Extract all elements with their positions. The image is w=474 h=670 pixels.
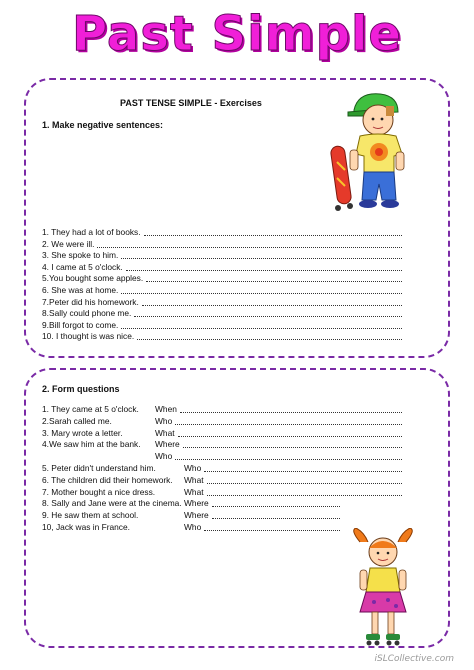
boy-skateboard-illustration (328, 88, 416, 216)
question-word: What (155, 427, 175, 438)
question-sentence-item: 9. He saw them at school. (42, 510, 139, 521)
answer-line[interactable] (180, 412, 402, 413)
question-sentence-item: 6. The children did their homework. (42, 474, 173, 485)
answer-line[interactable] (97, 247, 402, 248)
question-word: Where (184, 498, 209, 509)
question-sentence-item: 2.Sarah called me. (42, 415, 112, 426)
negative-sentence-item: 6. She was at home. (42, 285, 119, 295)
negative-sentence-item: 3. She spoke to him. (42, 250, 119, 261)
page-title: Past Simple (72, 6, 402, 62)
answer-line[interactable] (207, 483, 402, 484)
answer-line[interactable] (121, 328, 402, 329)
question-word: What (184, 486, 204, 497)
answer-line[interactable] (207, 495, 402, 496)
answer-line[interactable] (204, 471, 402, 472)
answer-line[interactable] (175, 424, 402, 425)
answer-line[interactable] (183, 447, 402, 448)
answer-line[interactable] (144, 235, 402, 236)
question-sentence-item: 3. Mary wrote a letter. (42, 427, 123, 438)
answer-line[interactable] (178, 436, 402, 437)
negative-sentence-item: 8.Sally could phone me. (42, 308, 132, 319)
negative-sentence-item: 1. They had a lot of books. (42, 227, 141, 237)
answer-line[interactable] (121, 258, 402, 259)
answer-line[interactable] (121, 293, 402, 294)
question-word: What (184, 474, 204, 485)
question-word: Who (155, 415, 173, 426)
question-word: Where (184, 510, 209, 521)
question-word: Who (184, 522, 202, 532)
answer-line[interactable] (126, 270, 402, 271)
answer-line[interactable] (212, 506, 340, 507)
negative-sentence-item: 10. I thought is was nice. (42, 331, 135, 342)
question-sentence-item: 4.We saw him at the bank. (42, 439, 141, 450)
question-sentence-item: 5. Peter didn't understand him. (42, 463, 156, 473)
instruction-questions: 2. Form questions (42, 384, 120, 394)
answer-line[interactable] (137, 339, 402, 340)
question-sentence-item: 8. Sally and Jane were at the cinema. (42, 498, 182, 509)
question-word: Where (155, 439, 180, 450)
question-word: Who (155, 451, 173, 462)
answer-line[interactable] (175, 459, 402, 460)
question-word: Who (184, 463, 202, 473)
footer-watermark: iSLCollective.com (374, 654, 454, 664)
girl-illustration (348, 528, 418, 648)
negative-sentence-item: 7.Peter did his homework. (42, 296, 139, 307)
answer-line[interactable] (146, 281, 402, 282)
question-sentence-item: 1. They came at 5 o'clock. (42, 404, 139, 414)
question-word: When (155, 404, 177, 414)
question-sentence-item: 7. Mother bought a nice dress. (42, 486, 156, 497)
negative-sentence-item: 9.Bill forgot to come. (42, 319, 119, 330)
worksheet-header: PAST TENSE SIMPLE - Exercises (120, 98, 262, 108)
negative-sentence-item: 2. We were ill. (42, 238, 95, 249)
negative-sentence-item: 5.You bought some apples. (42, 273, 144, 284)
answer-line[interactable] (142, 305, 402, 306)
answer-line[interactable] (134, 316, 402, 317)
negative-sentence-item: 4. I came at 5 o'clock. (42, 261, 123, 272)
answer-line[interactable] (204, 530, 340, 531)
question-sentence-item: 10, Jack was in France. (42, 522, 130, 532)
instruction-negative: 1. Make negative sentences: (42, 120, 164, 130)
answer-line[interactable] (212, 518, 340, 519)
